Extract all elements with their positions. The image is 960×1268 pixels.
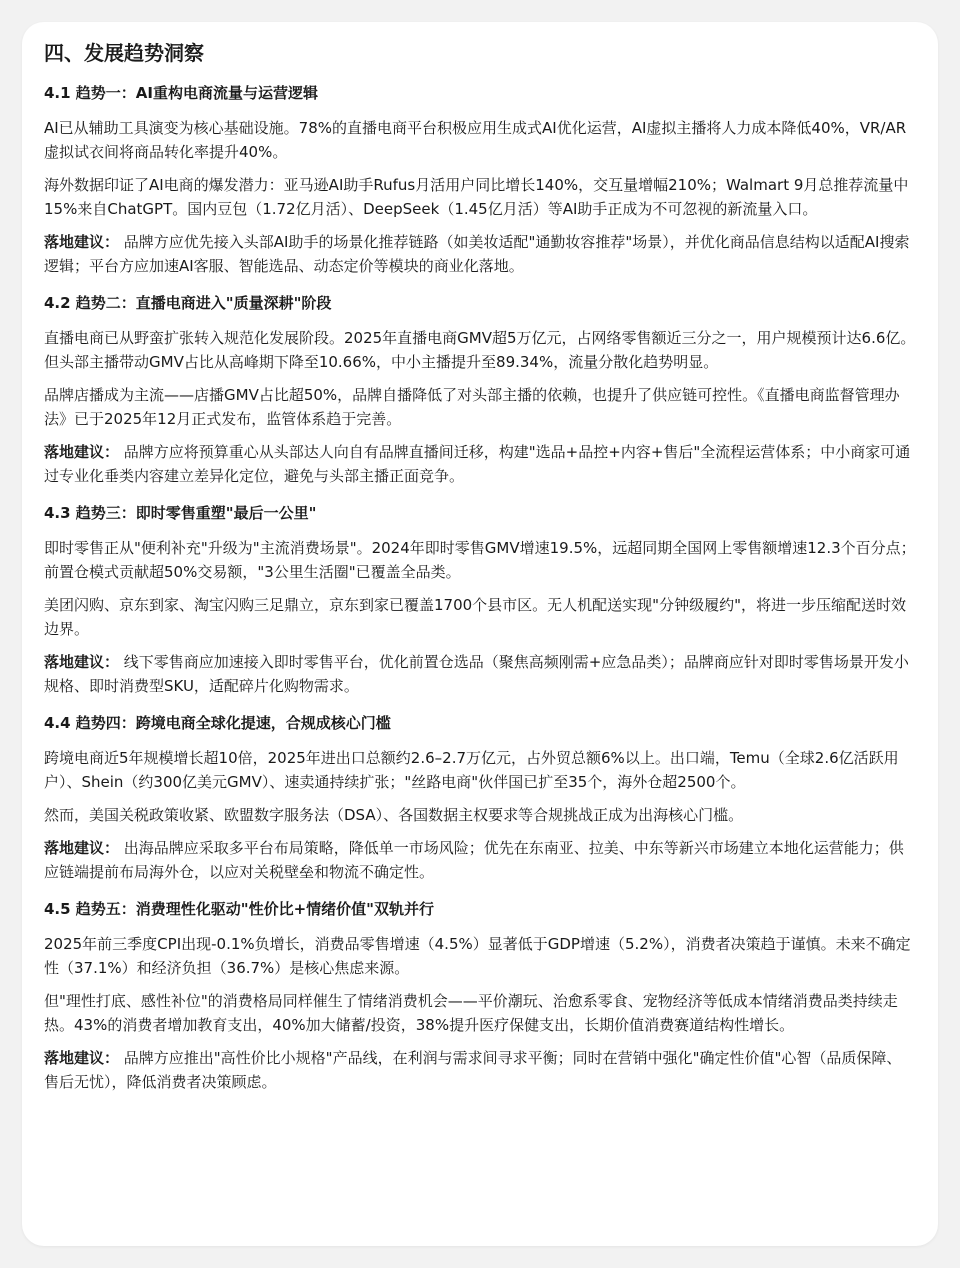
recommendation [44, 440, 916, 488]
report-card [22, 22, 938, 1246]
page-title: 四、发展趋势洞察 [44, 41, 204, 65]
recommendation-label: 落地建议： [44, 653, 120, 671]
recommendation-label: 落地建议： [44, 1049, 120, 1067]
paragraph: 即时零售正从"便利补充"升级为"主流消费场景"。2024年即时零售GMV增速19.5%，远超同期全国网上零售额增速12.3个百分点；前置仓模式贡献超50%交易额，"3公里生活圈"已覆盖全品类。 [44, 539, 916, 581]
recommendation-text: 出海品牌应采取多平台布局策略，降低单一市场风险；优先在东南亚、拉美、中东等新兴市场建立本地化运营能力；供应链端提前布局海外仓，以应对关税壁垒和物流不确定性。 [44, 839, 904, 881]
recommendation-label: 落地建议： [44, 839, 120, 857]
paragraph: 美团闪购、京东到家、淘宝闪购三足鼎立，京东到家已覆盖1700个县市区。无人机配送实现"分钟级履约"，将进一步压缩配送时效边界。 [44, 596, 906, 638]
paragraph: 品牌店播成为主流——店播GMV占比超50%，品牌自播降低了对头部主播的依赖，也提升了供应链可控性。《直播电商监督管理办法》已于2025年12月正式发布，监管体系趋于完善。 [44, 386, 900, 428]
paragraph: 跨境电商近5年规模增长超10倍，2025年进出口总额约2.6–2.7万亿元，占外贸总额6%以上。出口端，Temu（全球2.6亿活跃用户）、Shein（约300亿美元GMV）、速卖通持续扩张；"丝路电商"伙伴国已扩至35个，海外仓超2500个。 [44, 749, 899, 791]
recommendation [44, 1046, 916, 1094]
section-heading: 4.1 趋势一：AI重构电商流量与运营逻辑 [44, 84, 318, 102]
paragraph: 但"理性打底、感性补位"的消费格局同样催生了情绪消费机会——平价潮玩、治愈系零食、宠物经济等低成本情绪消费品类持续走热。43%的消费者增加教育支出，40%加大储蓄/投资，38%提升医疗保健支出，长期价值消费赛道结构性增长。 [44, 992, 898, 1034]
recommendation [44, 836, 916, 884]
recommendation [44, 650, 916, 698]
recommendation [44, 230, 916, 278]
paragraph: 2025年前三季度CPI出现-0.1%负增长，消费品零售增速（4.5%）显著低于GDP增速（5.2%），消费者决策趋于谨慎。未来不确定性（37.1%）和经济负担（36.7%）是核心焦虑来源。 [44, 935, 911, 977]
paragraph: 然而，美国关税政策收紧、欧盟数字服务法（DSA）、各国数据主权要求等合规挑战正成为出海核心门槛。 [44, 806, 744, 824]
section-heading: 4.2 趋势二：直播电商进入"质量深耕"阶段 [44, 294, 332, 312]
recommendation-text: 品牌方应将预算重心从头部达人向自有品牌直播间迁移，构建"选品+品控+内容+售后"全流程运营体系；中小商家可通过专业化垂类内容建立差异化定位，避免与头部主播正面竞争。 [44, 443, 911, 485]
recommendation-text: 线下零售商应加速接入即时零售平台，优化前置仓选品（聚焦高频刚需+应急品类）；品牌商应针对即时零售场景开发小规格、即时消费型SKU，适配碎片化购物需求。 [44, 653, 909, 695]
recommendation-label: 落地建议： [44, 443, 120, 461]
paragraph: 直播电商已从野蛮扩张转入规范化发展阶段。2025年直播电商GMV超5万亿元，占网络零售额近三分之一，用户规模预计达6.6亿。但头部主播带动GMV占比从高峰期下降至10.66%，中小主播提升至89.34%，流量分散化趋势明显。 [44, 329, 916, 371]
paragraph: 海外数据印证了AI电商的爆发潜力：亚马逊AI助手Rufus月活用户同比增长140%，交互量增幅210%；Walmart 9月总推荐流量中15%来自ChatGPT。国内豆包（1.72亿月活）、DeepSeek（1.45亿月活）等AI助手正成为不可忽视的新流量入口。 [44, 176, 909, 218]
recommendation-text: 品牌方应推出"高性价比小规格"产品线，在利润与需求间寻求平衡；同时在营销中强化"确定性价值"心智（品质保障、售后无忧），降低消费者决策顾虑。 [44, 1049, 902, 1091]
section-heading: 4.5 趋势五：消费理性化驱动"性价比+情绪价值"双轨并行 [44, 900, 434, 918]
recommendation-text: 品牌方应优先接入头部AI助手的场景化推荐链路（如美妆适配"通勤妆容推荐"场景），并优化商品信息结构以适配AI搜索逻辑；平台方应加速AI客服、智能选品、动态定价等模块的商业化落地。 [44, 233, 910, 275]
section-heading: 4.3 趋势三：即时零售重塑"最后一公里" [44, 504, 317, 522]
recommendation-label: 落地建议： [44, 233, 120, 251]
section-heading: 4.4 趋势四：跨境电商全球化提速，合规成核心门槛 [44, 714, 391, 732]
paragraph: AI已从辅助工具演变为核心基础设施。78%的直播电商平台积极应用生成式AI优化运营，AI虚拟主播将人力成本降低40%，VR/AR虚拟试衣间将商品转化率提升40%。 [44, 119, 907, 161]
